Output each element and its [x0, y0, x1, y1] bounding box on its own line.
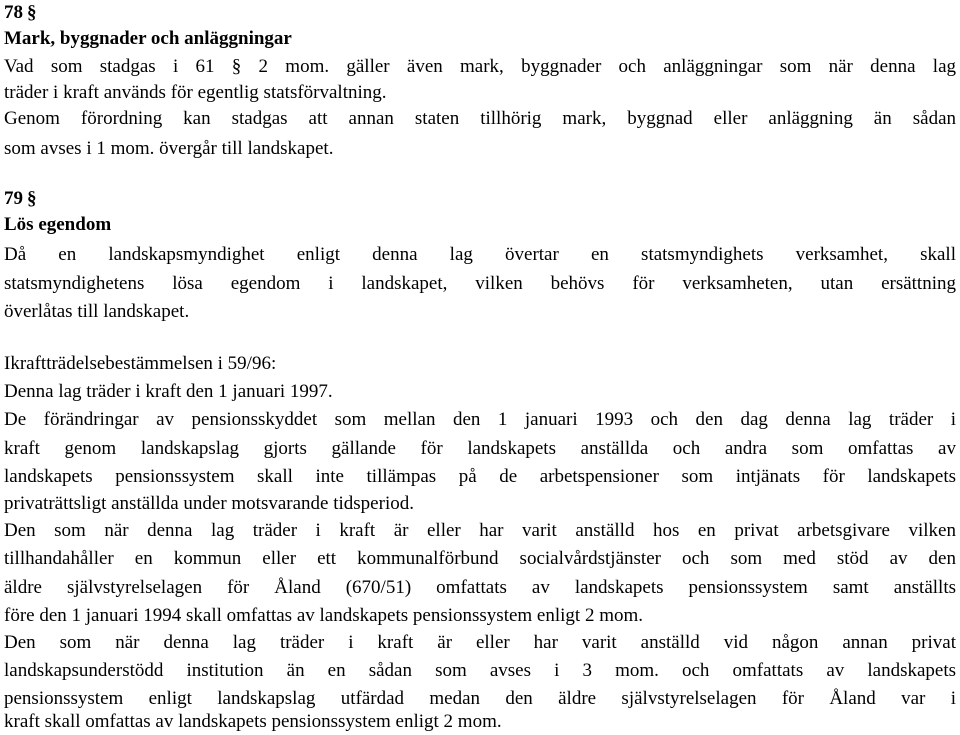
section-79-title: Lös egendom	[4, 214, 112, 235]
section-78-title: Mark, byggnader och anläggningar	[4, 28, 292, 49]
transitional-line-1: Denna lag träder i kraft den 1 januari 1997.	[4, 381, 333, 402]
transitional-line-9: före den 1 januari 1994 skall omfattas av landskapets pensionssystem enligt 2 mom.	[4, 605, 644, 626]
section-79-line-3: överlåtas till landskapet.	[4, 301, 190, 322]
transitional-line-12: pensionssystem enligt landskapslag utfärdad medan den äldre självstyrelselagen för Åland var i	[4, 688, 956, 709]
section-79-line-1: Då en landskapsmyndighet enligt denna lag övertar en statsmyndighets verksamhet, skall	[4, 244, 956, 265]
section-78-heading	[4, 0, 956, 26]
transitional-line-13: kraft skall omfattas av landskapets pensionssystem enligt 2 mom.	[4, 711, 502, 732]
transitional-line-11: landskapsunderstödd institution än en sådan som avses i 3 mom. och omfattats av landskapets	[4, 660, 956, 681]
section-78-sign: §	[27, 2, 37, 23]
transitional-line-4: landskapets pensionssystem skall inte tillämpas på de arbetspensioner som intjänats för landskapets	[4, 466, 956, 487]
section-78-line-1: Vad som stadgas i 61 § 2 mom. gäller även mark, byggnader och anläggningar som när denna lag	[4, 56, 956, 77]
transitional-line-5: privaträttsligt anställda under motsvarande tidsperiod.	[4, 493, 414, 514]
transitional-line-10: Den som när denna lag träder i kraft är eller har varit anställd vid någon annan privat	[4, 632, 956, 653]
section-78-number: 78	[4, 2, 23, 23]
section-78-line-2: träder i kraft används för egentlig statsförvaltning.	[4, 82, 387, 103]
transitional-heading: Ikraftträdelsebestämmelsen i 59/96:	[4, 353, 277, 374]
section-79-line-2: statsmyndighetens lösa egendom i landskapet, vilken behövs för verksamheten, utan ersättning	[4, 273, 956, 294]
section-79-heading	[4, 186, 956, 212]
transitional-line-3: kraft genom landskapslag gjorts gällande för landskapets anställda och andra som omfattas av	[4, 438, 956, 459]
section-79-sign: §	[27, 188, 37, 209]
section-78-line-3: Genom förordning kan stadgas att annan staten tillhörig mark, byggnad eller anläggning än sådan	[4, 108, 956, 129]
section-78-line-4: som avses i 1 mom. övergår till landskapet.	[4, 138, 334, 159]
section-79-number: 79	[4, 188, 23, 209]
transitional-line-7: tillhandahåller en kommun eller ett kommunalförbund socialvårdstjänster och som med stöd av den	[4, 548, 956, 569]
transitional-line-2: De förändringar av pensionsskyddet som mellan den 1 januari 1993 och den dag denna lag träder i	[4, 409, 956, 430]
transitional-line-8: äldre självstyrelselagen för Åland (670/51) omfattats av landskapets pensionssystem samt anställts	[4, 577, 956, 598]
transitional-line-6: Den som när denna lag träder i kraft är eller har varit anställd hos en privat arbetsgivare vilken	[4, 520, 956, 541]
